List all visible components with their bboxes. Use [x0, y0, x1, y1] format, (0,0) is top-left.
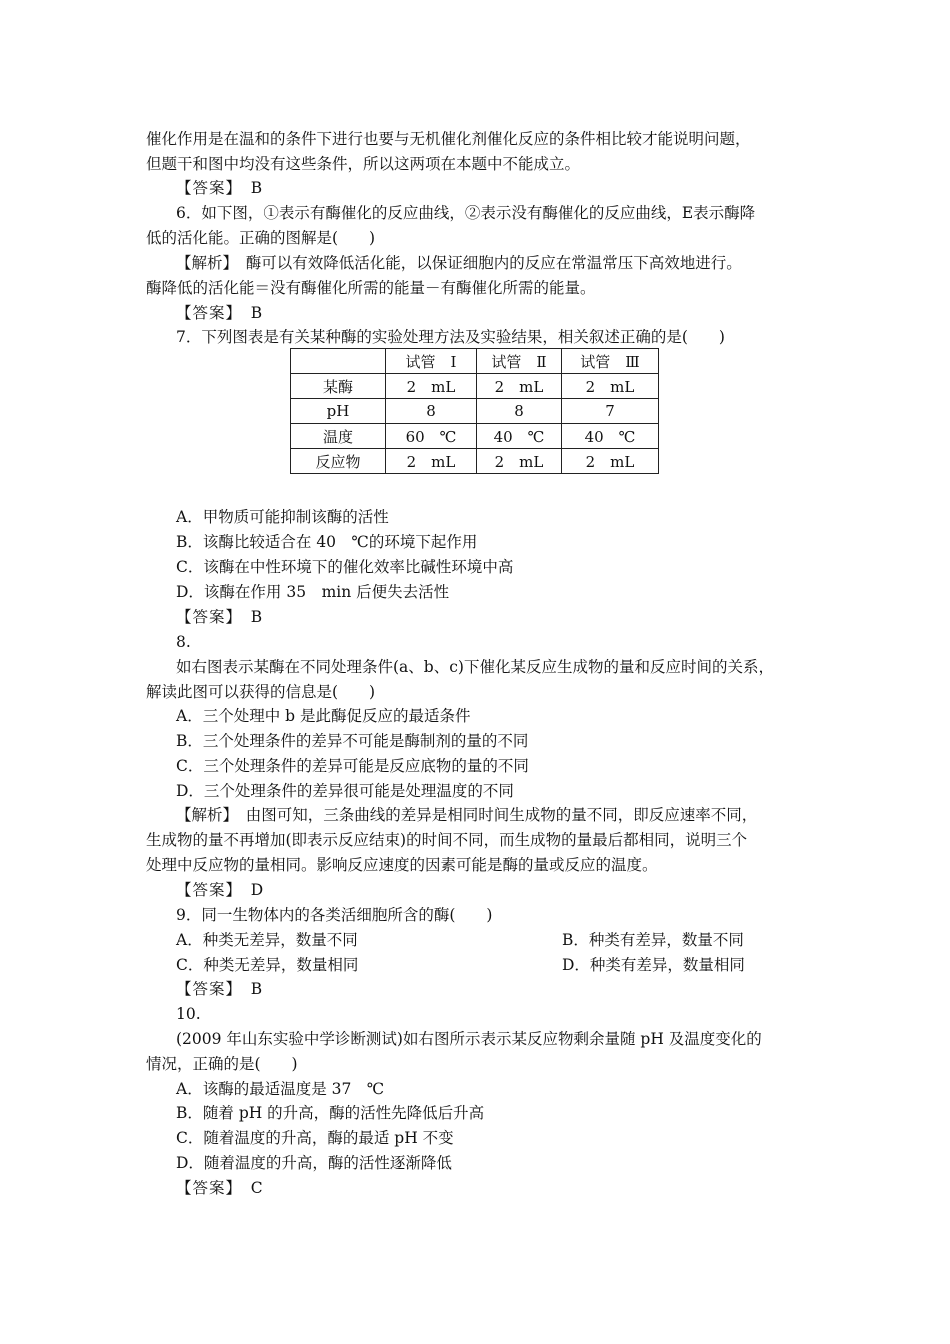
- q8-option-a: A．三个处理中 b 是此酶促反应的最适条件: [176, 707, 471, 725]
- q10-answer: 【答案】 C: [176, 1179, 264, 1197]
- q6-analysis-line-1: 【解析】 酶可以有效降低活化能，以保证细胞内的反应在常温常压下高效地进行。: [176, 254, 742, 272]
- table-cell: 某酶: [291, 374, 386, 399]
- q8-number: 8.: [176, 633, 191, 651]
- table-cell: 7: [562, 399, 659, 424]
- q9-option-d: D．种类有差异，数量相同: [562, 956, 745, 974]
- table-row: [291, 374, 659, 399]
- q10-stem-line-1: (2009 年山东实验中学诊断测试)如右图所示表示某反应物剩余量随 pH 及温度变化的: [176, 1030, 762, 1048]
- q10-stem-line-2: 情况，正确的是( ): [146, 1055, 298, 1073]
- q6-analysis-line-2: 酶降低的活化能＝没有酶催化所需的能量－有酶催化所需的能量。: [146, 279, 596, 297]
- table-header-cell: 试管 Ⅱ: [477, 349, 562, 374]
- table-cell: 2 mL: [477, 374, 562, 399]
- table-cell: 8: [477, 399, 562, 424]
- q8-option-d: D．三个处理条件的差异很可能是处理温度的不同: [176, 782, 514, 800]
- table-cell: 40 ℃: [562, 424, 659, 449]
- q9-option-a: A．种类无差异，数量不同: [176, 931, 358, 949]
- q8-option-b: B．三个处理条件的差异不可能是酶制剂的量的不同: [176, 732, 529, 750]
- q8-analysis-line-1: 【解析】 由图可知，三条曲线的差异是相同时间生成物的量不同，即反应速率不同，: [176, 806, 758, 824]
- table-row: [291, 424, 659, 449]
- table-header-cell: [291, 349, 386, 374]
- table-cell: 2 mL: [386, 449, 477, 474]
- q7-option-a: A．甲物质可能抑制该酶的活性: [176, 508, 389, 526]
- q10-option-d: D．随着温度的升高，酶的活性逐渐降低: [176, 1154, 452, 1172]
- q9-answer: 【答案】 B: [176, 980, 264, 998]
- q8-stem-line-1: 如右图表示某酶在不同处理条件(a、b、c)下催化某反应生成物的量和反应时间的关系，: [176, 658, 774, 676]
- q9-option-b: B．种类有差异，数量不同: [562, 931, 744, 949]
- table-cell: 40 ℃: [477, 424, 562, 449]
- q7-stem: 7．下列图表是有关某种酶的实验处理方法及实验结果，相关叙述正确的是( ): [176, 328, 725, 346]
- q6-stem-line-1: 6．如下图，①表示有酶催化的反应曲线，②表示没有酶催化的反应曲线，E表示酶降: [176, 204, 756, 222]
- q7-option-c: C．该酶在中性环境下的催化效率比碱性环境中高: [176, 558, 514, 576]
- table-header-cell: 试管 Ⅲ: [562, 349, 659, 374]
- intro-answer: 【答案】 B: [176, 179, 264, 197]
- q8-stem-line-2: 解读此图可以获得的信息是( ): [146, 683, 376, 701]
- q8-analysis-line-2: 生成物的量不再增加(即表示反应结束)的时间不同，而生成物的量最后都相同，说明三个: [146, 831, 748, 849]
- q6-answer: 【答案】 B: [176, 304, 264, 322]
- q7-answer: 【答案】 B: [176, 608, 264, 626]
- intro-line-1: 催化作用是在温和的条件下进行也要与无机催化剂催化反应的条件相比较才能说明问题，: [146, 130, 751, 148]
- q10-number: 10.: [176, 1005, 201, 1023]
- table-cell: 2 mL: [562, 449, 659, 474]
- q8-option-c: C．三个处理条件的差异可能是反应底物的量的不同: [176, 757, 529, 775]
- table-header-cell: 试管 Ⅰ: [386, 349, 477, 374]
- table-row: [291, 449, 659, 474]
- table-cell: 2 mL: [562, 374, 659, 399]
- q10-option-c: C．随着温度的升高，酶的最适 pH 不变: [176, 1129, 454, 1147]
- table-cell: 温度: [291, 424, 386, 449]
- table-cell: 60 ℃: [386, 424, 477, 449]
- table-cell: 2 mL: [477, 449, 562, 474]
- q8-analysis-line-3: 处理中反应物的量相同。影响反应速度的因素可能是酶的量或反应的温度。: [146, 856, 658, 874]
- q10-option-a: A．该酶的最适温度是 37 ℃: [176, 1080, 385, 1098]
- q8-answer: 【答案】 D: [176, 881, 265, 899]
- q9-stem: 9．同一生物体内的各类活细胞所含的酶( ): [176, 906, 493, 924]
- table-cell: 8: [386, 399, 477, 424]
- table-header-row: [291, 349, 659, 374]
- q6-stem-line-2: 低的活化能。正确的图解是( ): [146, 229, 376, 247]
- q10-option-b: B．随着 pH 的升高，酶的活性先降低后升高: [176, 1104, 485, 1122]
- table-cell: 2 mL: [386, 374, 477, 399]
- intro-line-2: 但题干和图中均没有这些条件，所以这两项在本题中不能成立。: [146, 155, 581, 173]
- table-cell: 反应物: [291, 449, 386, 474]
- table-row: [291, 399, 659, 424]
- q9-option-c: C．种类无差异，数量相同: [176, 956, 359, 974]
- q7-option-d: D．该酶在作用 35 min 后便失去活性: [176, 583, 450, 601]
- q7-option-b: B．该酶比较适合在 40 ℃的环境下起作用: [176, 533, 478, 551]
- experiment-table: [290, 348, 659, 474]
- table-cell: pH: [291, 399, 386, 424]
